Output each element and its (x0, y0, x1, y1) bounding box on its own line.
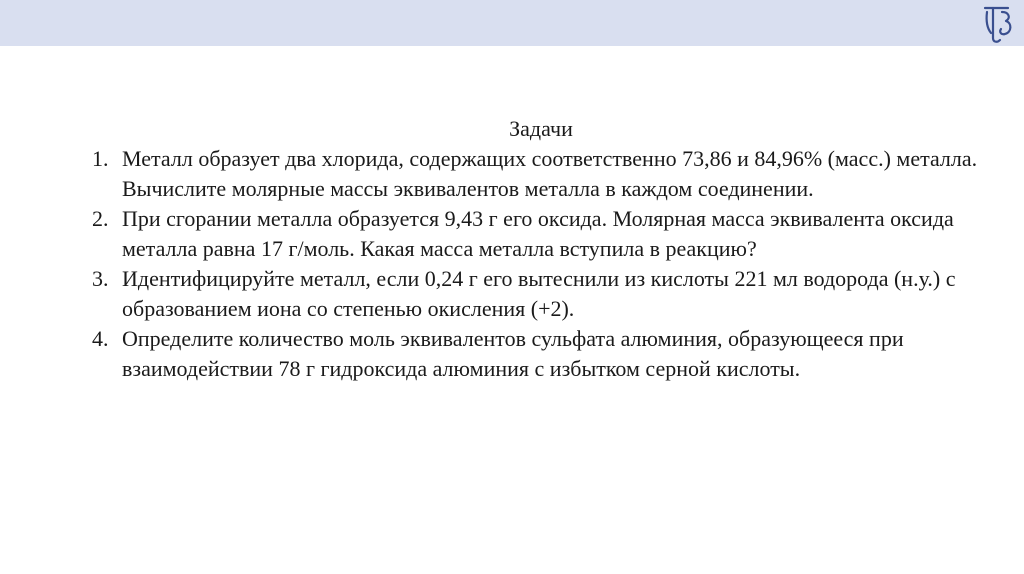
task-item-1 (86, 144, 986, 204)
slide-title: Задачи (509, 116, 573, 141)
task-item-2 (86, 204, 986, 264)
task-number: 4. (92, 326, 109, 351)
task-text: Идентифицируйте металл, если 0,24 г его вытеснили из кислоты 221 мл водорода (н.у.) с образованием иона со степенью окисления (+2). (122, 266, 956, 321)
task-list (86, 144, 986, 384)
task-number: 1. (92, 146, 109, 171)
task-item-3 (86, 264, 986, 324)
university-monogram-icon (982, 2, 1016, 44)
task-item-4 (86, 324, 986, 384)
task-text: Определите количество моль эквивалентов сульфата алюминия, образующееся при взаимодействии 78 г гидроксида алюминия с избытком серной кислоты. (122, 326, 904, 381)
task-text: Металл образует два хлорида, содержащих соответственно 73,86 и 84,96% (масс.) металла. Вычислите молярные массы эквивалентов металла в каждом соединении. (122, 146, 978, 201)
header-band (0, 0, 1024, 46)
task-number: 3. (92, 266, 109, 291)
task-text: При сгорании металла образуется 9,43 г его оксида. Молярная масса эквивалента оксида металла равна 17 г/моль. Какая масса металла вступила в реакцию? (122, 206, 954, 261)
slide-content (86, 114, 986, 384)
task-number: 2. (92, 206, 109, 231)
